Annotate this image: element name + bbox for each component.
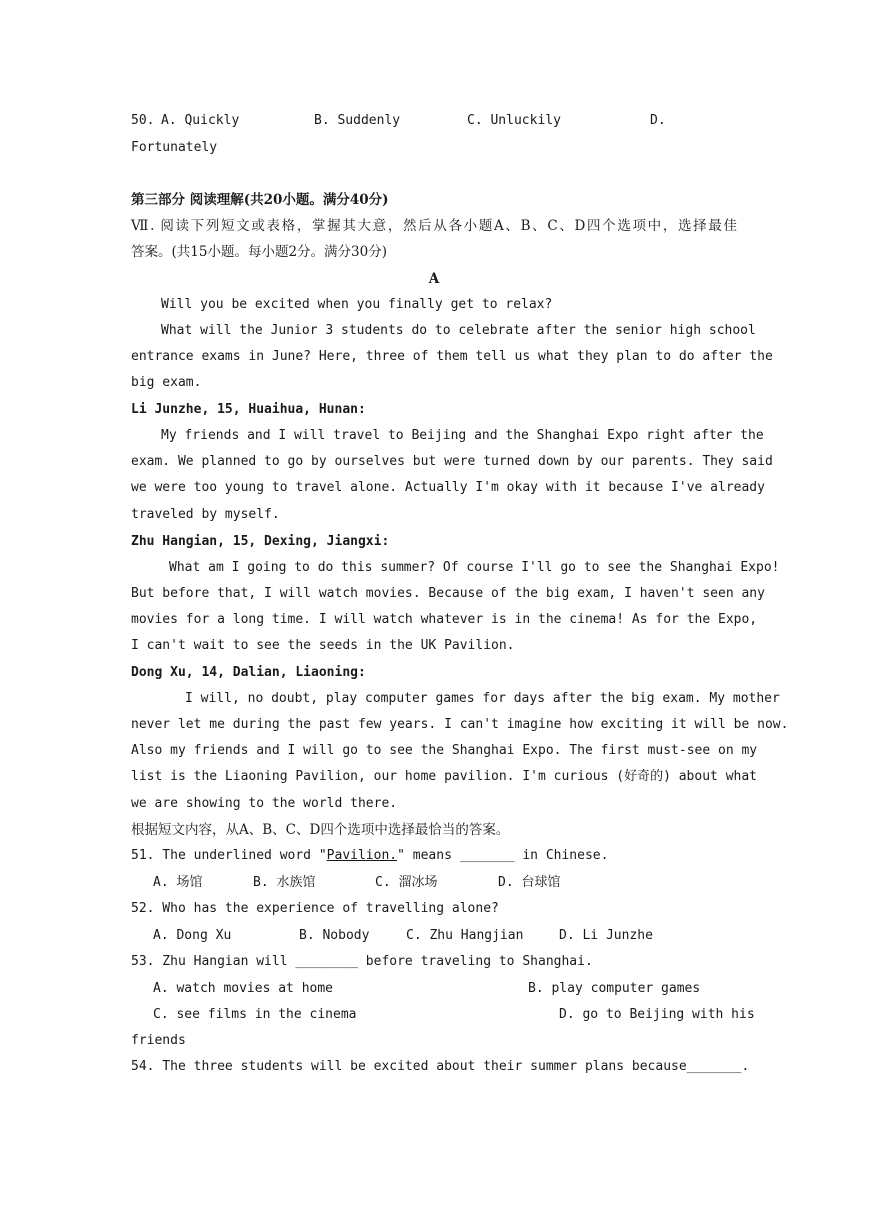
section-instructions-2: 答案。(共15小题。每小题2分。满分30分) <box>131 244 387 260</box>
q52-stem: 52. Who has the experience of travelling alone? <box>131 901 499 916</box>
student-1-line-4: traveled by myself. <box>131 507 280 522</box>
passage-intro-3: entrance exams in June? Here, three of them tell us what they plan to do after the <box>131 349 773 364</box>
q53-option-d-text: friends <box>131 1033 186 1048</box>
q51-stem-post: " means _______ in Chinese. <box>397 848 609 863</box>
q51-underlined-word: Pavilion. <box>326 848 398 863</box>
student-2-line-1: What am I going to do this summer? Of course I'll go to see the Shanghai Expo! <box>169 560 780 575</box>
q52-option-d: D. Li Junzhe <box>559 928 653 943</box>
passage-intro-4: big exam. <box>131 375 202 390</box>
student-3-line-5: we are showing to the world there. <box>131 796 398 811</box>
student-1-line-1: My friends and I will travel to Beijing and the Shanghai Expo right after the <box>161 428 764 443</box>
q53-option-a: A. watch movies at home <box>153 981 334 996</box>
q51-option-d: D. 台球馆 <box>498 875 561 890</box>
student-2-line-4: I can't wait to see the seeds in the UK Pavilion. <box>131 638 515 653</box>
student-3-line-1: I will, no doubt, play computer games for days after the big exam. My mother <box>185 691 780 706</box>
q50-option-d-text: Fortunately <box>131 140 218 155</box>
student-2-line-3: movies for a long time. I will watch whatever is in the cinema! As for the Expo, <box>131 612 758 627</box>
student-1-name: Li Junzhe, 15, Huaihua, Hunan: <box>131 402 366 417</box>
student-3-line-2: never let me during the past few years. I can't imagine how exciting it will be now. <box>131 717 789 732</box>
student-2-line-2: But before that, I will watch movies. Because of the big exam, I haven't seen any <box>131 586 765 601</box>
q53-option-c: C. see films in the cinema <box>153 1007 357 1022</box>
section-instructions-1: Ⅶ. 阅读下列短文或表格，掌握其大意，然后从各小题A、B、C、D四个选项中，选择最佳 <box>131 218 737 234</box>
q50-option-b: B. Suddenly <box>314 113 401 128</box>
q53-option-b: B. play computer games <box>528 981 701 996</box>
q50-number: 50. <box>131 113 155 128</box>
student-3-line-3: Also my friends and I will go to see the Shanghai Expo. The first must-see on my <box>131 743 758 758</box>
q53-option-d: D. go to Beijing with his <box>559 1007 755 1022</box>
q50-option-d: D. <box>650 113 666 128</box>
student-3-name: Dong Xu, 14, Dalian, Liaoning: <box>131 665 366 680</box>
q54-stem: 54. The three students will be excited about their summer plans because_______. <box>131 1059 750 1074</box>
q50-option-c: C. Unluckily <box>467 113 561 128</box>
q50-option-a: A. Quickly <box>161 113 240 128</box>
passage-intro-1: Will you be excited when you finally get to relax? <box>161 297 553 312</box>
q51-option-c: C. 溜冰场 <box>375 875 438 890</box>
student-3-line-4: list is the Liaoning Pavilion, our home pavilion. I'm curious (好奇的) about what <box>131 769 757 784</box>
q52-option-b: B. Nobody <box>299 928 370 943</box>
q51-stem <box>131 847 737 865</box>
passage-intro-2: What will the Junior 3 students do to celebrate after the senior high school <box>161 323 756 338</box>
student-1-line-3: we were too young to travel alone. Actually I'm okay with it because I've already <box>131 480 765 495</box>
task-instruction: 根据短文内容，从A、B、C、D四个选项中选择最恰当的答案。 <box>131 822 510 838</box>
q51-option-b: B. 水族馆 <box>253 875 316 890</box>
q51-option-a: A. 场馆 <box>153 875 203 890</box>
q52-option-c: C. Zhu Hangjian <box>406 928 524 943</box>
q51-stem-pre: 51. The underlined word " <box>131 848 327 863</box>
q52-option-a: A. Dong Xu <box>153 928 232 943</box>
passage-label: A <box>428 271 440 287</box>
section-title: 第三部分 阅读理解(共20小题。满分40分) <box>131 192 389 208</box>
student-2-name: Zhu Hangian, 15, Dexing, Jiangxi: <box>131 534 390 549</box>
student-1-line-2: exam. We planned to go by ourselves but were turned down by our parents. They said <box>131 454 773 469</box>
q53-stem: 53. Zhu Hangian will ________ before traveling to Shanghai. <box>131 954 593 969</box>
